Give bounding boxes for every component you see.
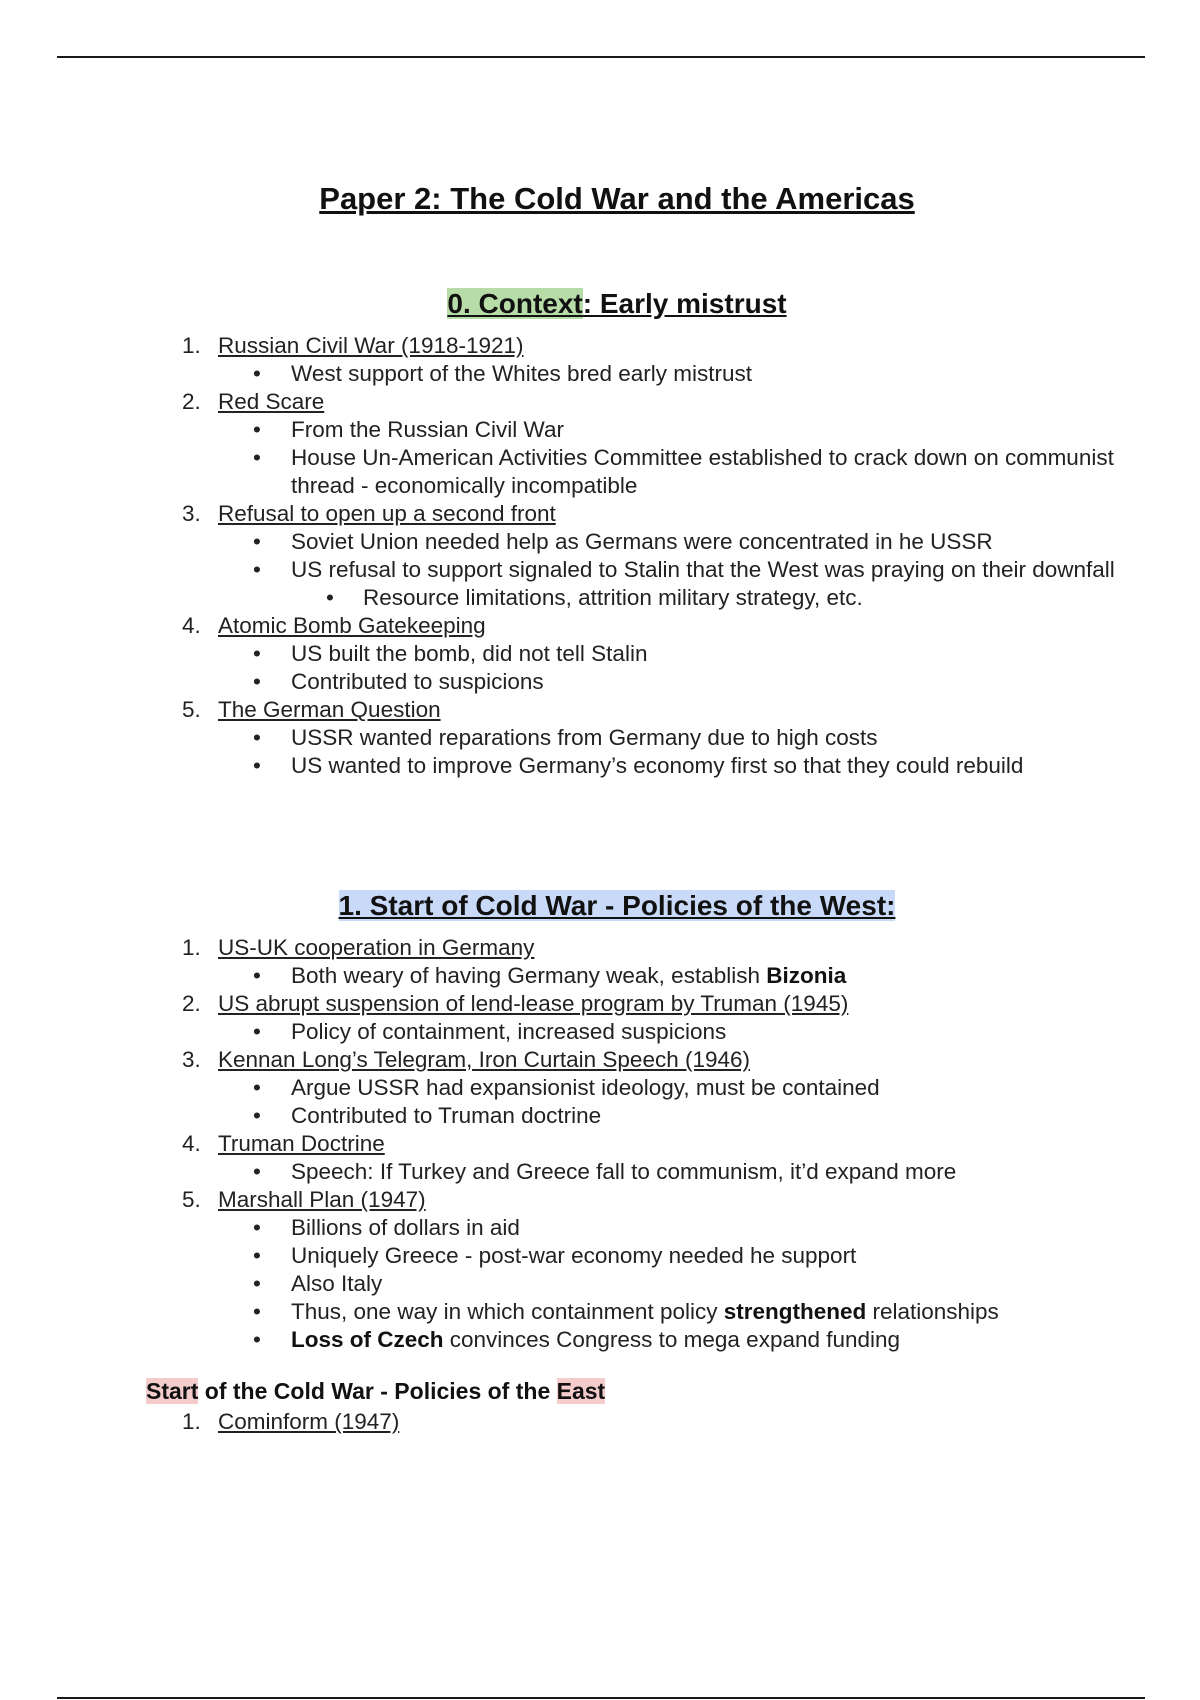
section-heading-east <box>146 1378 605 1405</box>
list-item <box>0 388 1200 416</box>
bullet-icon: • <box>253 1159 261 1184</box>
list-item <box>0 332 1200 360</box>
list-item <box>0 1130 1200 1158</box>
bullet-item: • Loss of Czech convinces Congress to mega expand funding <box>253 1327 901 1352</box>
item-topic: Marshall Plan (1947) <box>218 1187 426 1212</box>
bullet-item: • US refusal to support signaled to Stalin that the West was praying on their downfall <box>253 557 1115 582</box>
bullet-item: • Thus, one way in which containment policy strengthened relationships <box>253 1299 999 1324</box>
item-number: 1. <box>182 1409 201 1434</box>
list-item <box>0 612 1200 640</box>
bullet-icon: • <box>326 585 334 610</box>
item-number: 3. <box>182 1047 201 1072</box>
bullet-icon: • <box>253 963 261 988</box>
section-heading-context <box>0 288 1200 320</box>
bullet-icon: • <box>253 1299 261 1324</box>
bullet-item: • USSR wanted reparations from Germany due to high costs <box>253 725 878 750</box>
bullet-item: • Contributed to Truman doctrine <box>253 1103 602 1128</box>
item-topic: Truman Doctrine <box>218 1131 385 1156</box>
list-item <box>0 990 1200 1018</box>
bullet-item: • Argue USSR had expansionist ideology, must be contained <box>253 1075 880 1100</box>
bullet-item: • House Un-American Activities Committee established to crack down on communist thread - economically incompatible <box>253 445 1114 498</box>
bullet-item: • From the Russian Civil War <box>253 417 564 442</box>
bullet-icon: • <box>253 1019 261 1044</box>
list-item <box>0 1186 1200 1214</box>
bullet-item: • Billions of dollars in aid <box>253 1215 520 1240</box>
bullet-icon: • <box>253 417 261 442</box>
bullet-icon: • <box>253 641 261 666</box>
bullet-item: • Policy of containment, increased suspicions <box>253 1019 727 1044</box>
item-topic: Russian Civil War (1918-1921) <box>218 333 524 358</box>
bullet-icon: • <box>253 557 261 582</box>
list-item <box>0 1408 1200 1436</box>
list-item <box>0 1046 1200 1074</box>
list-item <box>0 500 1200 528</box>
bottom-rule <box>57 1697 1145 1699</box>
item-topic: US abrupt suspension of lend-lease program by Truman (1945) <box>218 991 849 1016</box>
west-list <box>0 934 1200 1354</box>
item-topic: Refusal to open up a second front <box>218 501 556 526</box>
item-number: 1. <box>182 935 201 960</box>
east-list <box>0 1408 1200 1436</box>
item-topic: Red Scare <box>218 389 325 414</box>
bullet-icon: • <box>253 725 261 750</box>
bullet-item: • Contributed to suspicions <box>253 669 544 694</box>
east-highlight-east: East <box>556 1378 606 1404</box>
bullet-icon: • <box>253 1327 261 1352</box>
bullet-item: • Uniquely Greece - post-war economy needed he support <box>253 1243 857 1268</box>
item-number: 2. <box>182 991 201 1016</box>
bullet-item: • US wanted to improve Germany’s economy first so that they could rebuild <box>253 753 1024 778</box>
list-item <box>0 934 1200 962</box>
context-heading-rest: : Early mistrust <box>582 288 787 319</box>
bullet-icon: • <box>253 529 261 554</box>
context-list <box>0 332 1200 780</box>
item-number: 5. <box>182 1187 201 1212</box>
context-highlight: 0. Context <box>447 288 583 319</box>
bullet-item: • US built the bomb, did not tell Stalin <box>253 641 648 666</box>
bullet-icon: • <box>253 753 261 778</box>
sub-bullet-item: • Resource limitations, attrition military strategy, etc. <box>326 585 863 610</box>
top-rule <box>57 56 1145 58</box>
item-number: 2. <box>182 389 201 414</box>
bullet-icon: • <box>253 361 261 386</box>
item-topic: Kennan Long’s Telegram, Iron Curtain Speech (1946) <box>218 1047 751 1072</box>
item-topic: US-UK cooperation in Germany <box>218 935 535 960</box>
bullet-icon: • <box>253 1215 261 1240</box>
bullet-icon: • <box>253 1075 261 1100</box>
bullet-item: • Also Italy <box>253 1271 383 1296</box>
document-title: Paper 2: The Cold War and the Americas <box>319 181 915 216</box>
bullet-item: • West support of the Whites bred early mistrust <box>253 361 753 386</box>
bullet-icon: • <box>253 1243 261 1268</box>
bullet-icon: • <box>253 1103 261 1128</box>
east-highlight-start: Start <box>146 1378 199 1404</box>
bullet-item: • Soviet Union needed help as Germans were concentrated in he USSR <box>253 529 993 554</box>
bullet-icon: • <box>253 445 261 470</box>
section-heading-west <box>0 890 1200 922</box>
item-number: 1. <box>182 333 201 358</box>
bullet-item: • Both weary of having Germany weak, establish Bizonia <box>253 963 847 988</box>
list-item <box>0 696 1200 724</box>
item-number: 4. <box>182 613 201 638</box>
item-topic: Cominform (1947) <box>218 1409 400 1434</box>
item-topic: The German Question <box>218 697 441 722</box>
west-heading-text: 1. Start of Cold War - Policies of the West: <box>338 890 896 921</box>
east-heading-mid: of the Cold War - Policies of the <box>198 1378 557 1404</box>
bullet-icon: • <box>253 1271 261 1296</box>
item-number: 5. <box>182 697 201 722</box>
item-number: 4. <box>182 1131 201 1156</box>
bullet-icon: • <box>253 669 261 694</box>
item-number: 3. <box>182 501 201 526</box>
bullet-item: • Speech: If Turkey and Greece fall to communism, it’d expand more <box>253 1159 957 1184</box>
item-topic: Atomic Bomb Gatekeeping <box>218 613 486 638</box>
